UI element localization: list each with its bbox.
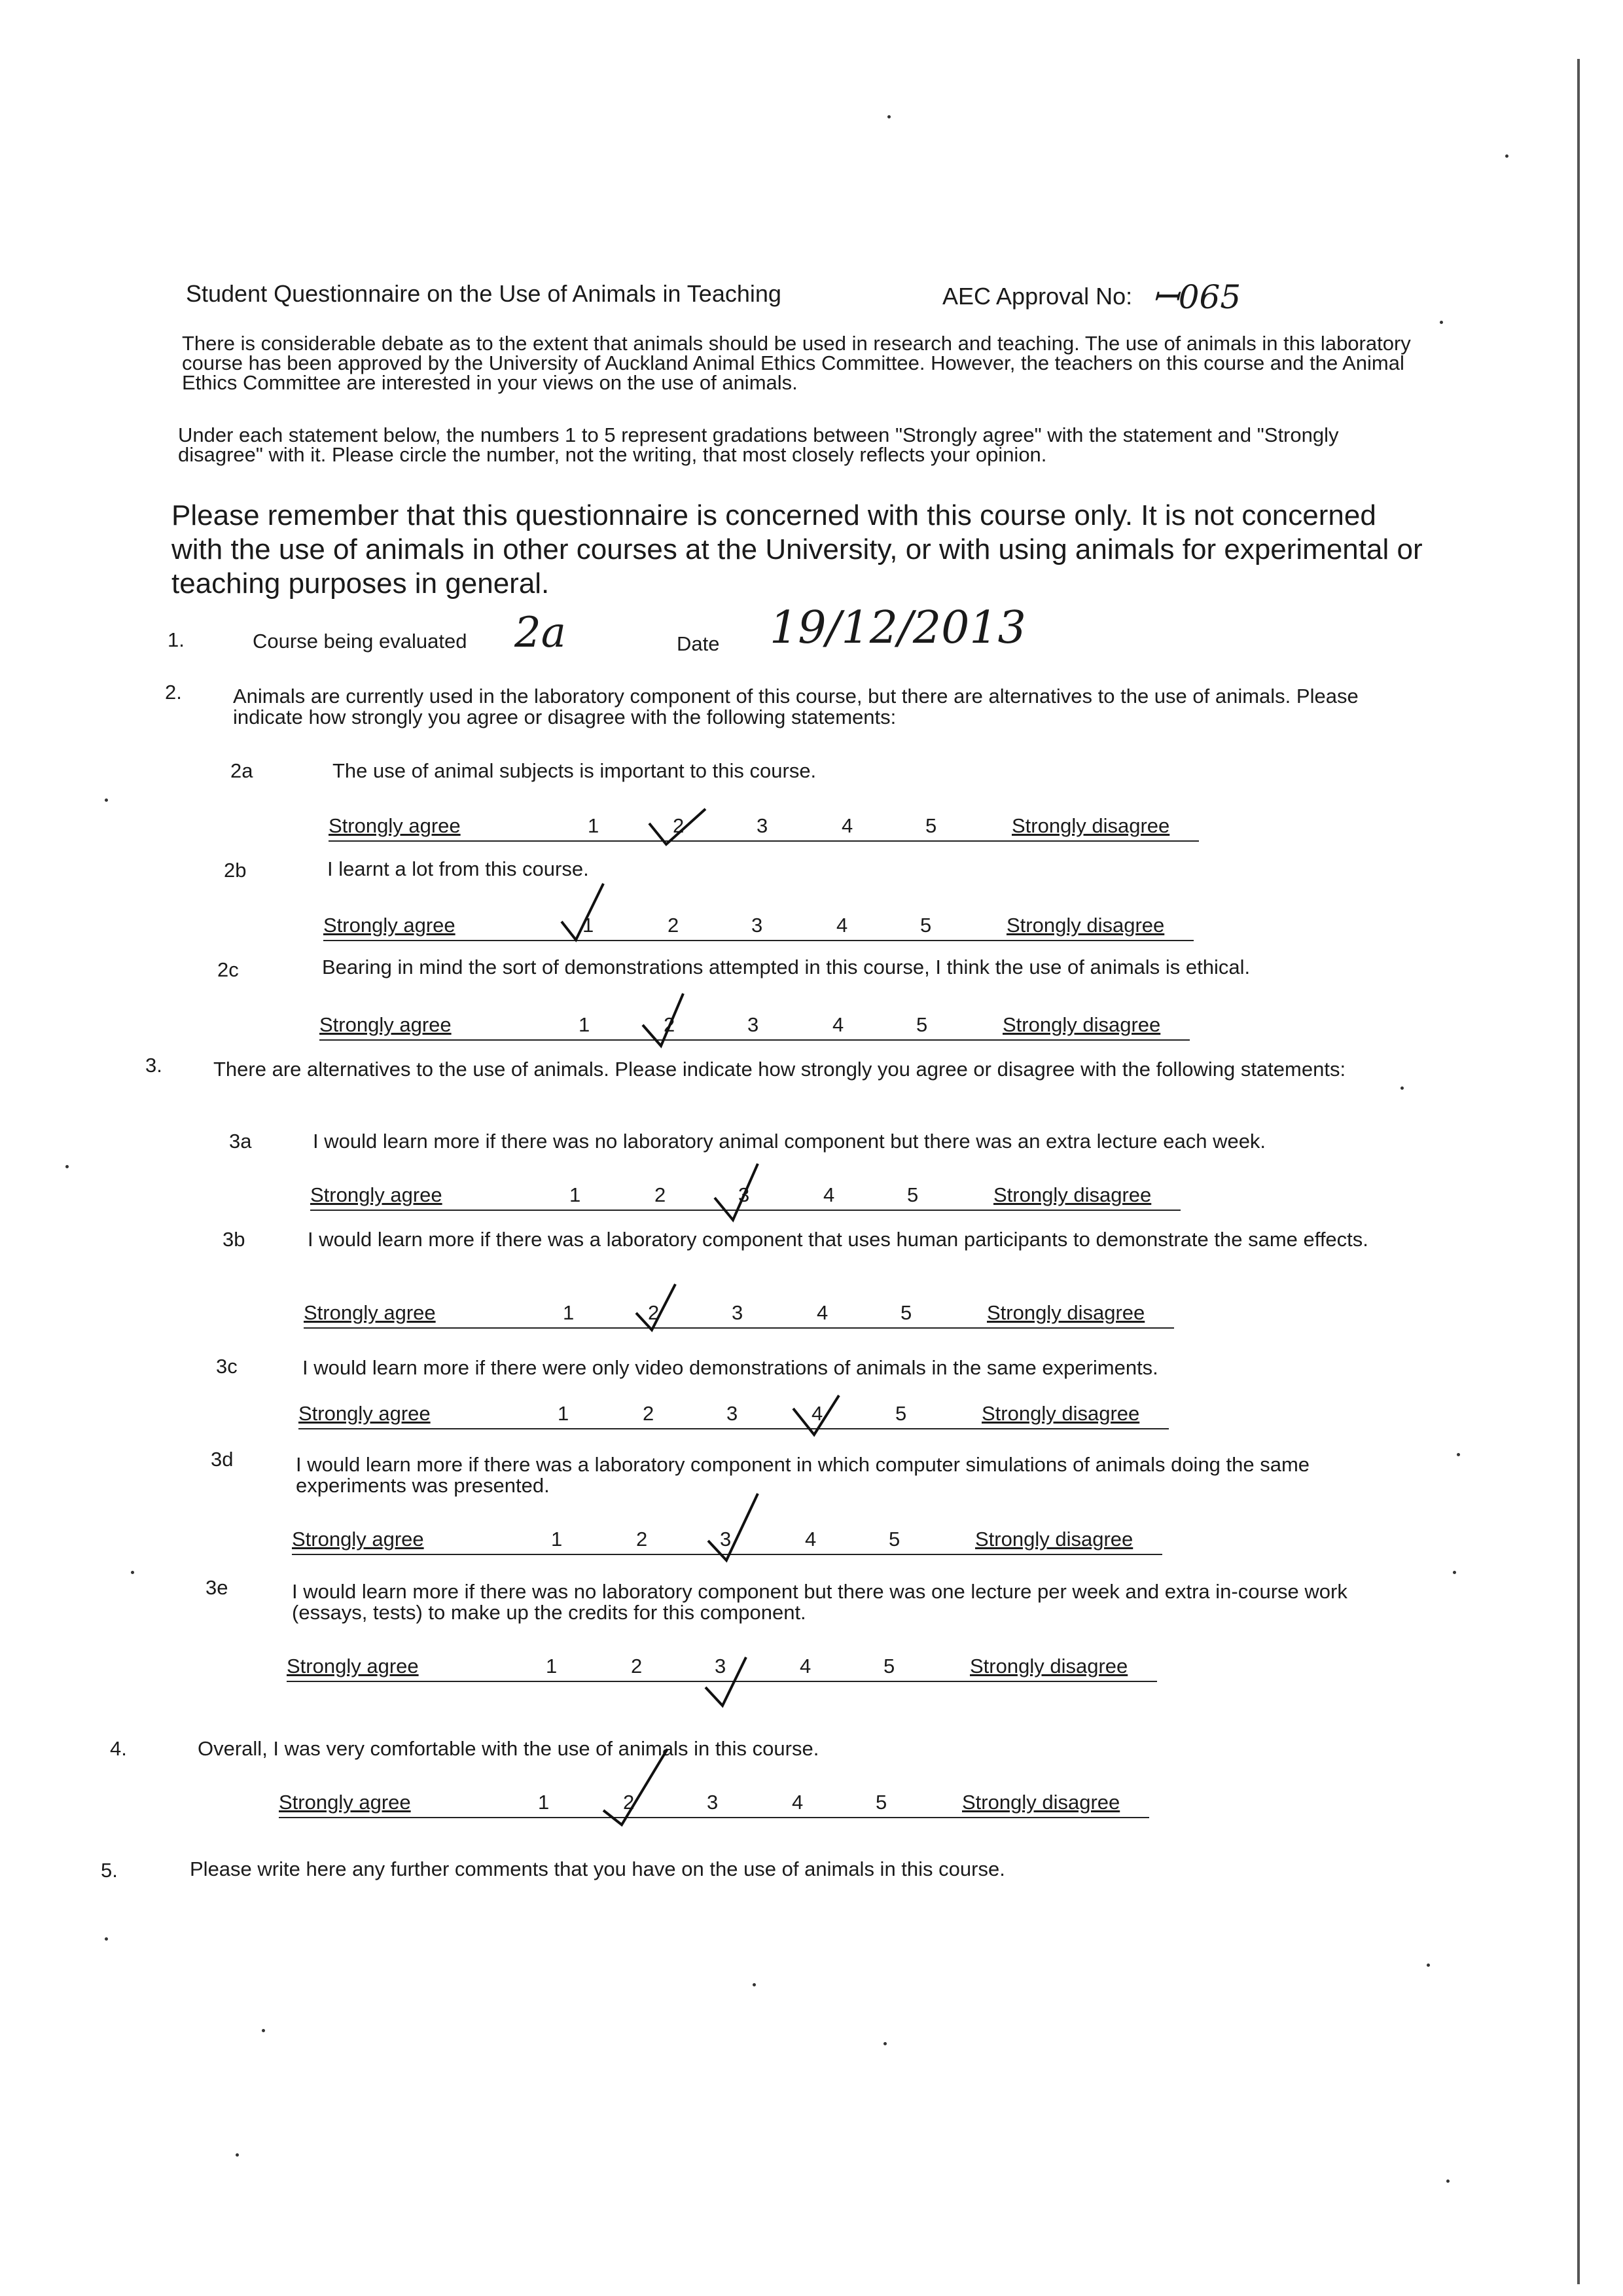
- scale-point-3[interactable]: 3: [707, 1791, 719, 1814]
- scale-left-label: Strongly agree: [304, 1301, 436, 1324]
- item-2b-check-mark: [560, 882, 626, 948]
- scan-speck: [1400, 1086, 1404, 1090]
- scale-point-3[interactable]: 3: [757, 814, 768, 837]
- scale-point-2[interactable]: 2: [631, 1655, 643, 1677]
- scale-point-1[interactable]: 1: [546, 1655, 558, 1677]
- item-3b-id: 3b: [223, 1228, 245, 1251]
- scale-point-5[interactable]: 5: [916, 1013, 928, 1036]
- scale-point-3[interactable]: 3: [732, 1301, 743, 1324]
- scale-point-4[interactable]: 4: [792, 1791, 804, 1814]
- item-2c-id: 2c: [217, 958, 239, 981]
- scale-right-label: Strongly disagree: [1003, 1013, 1161, 1036]
- instructions-paragraph: Under each statement below, the numbers 1 to 5 represent gradations between "Strongly agree" with the statement and "Strongly disagree" with it. Please circle the number, not the writing, that most closely reflects your opinion.: [178, 423, 1339, 466]
- scale-point-2[interactable]: 2: [636, 1528, 648, 1551]
- scale-point-5[interactable]: 5: [925, 814, 937, 837]
- item-3a-check-mark: [713, 1161, 779, 1227]
- scale-point-1[interactable]: 1: [558, 1402, 569, 1425]
- scale-point-4[interactable]: 4: [800, 1655, 812, 1677]
- scale-point-5[interactable]: 5: [889, 1528, 901, 1551]
- scale-point-3[interactable]: 3: [715, 1655, 726, 1677]
- scale-point-4[interactable]: 4: [812, 1402, 823, 1425]
- item-2a-id: 2a: [230, 759, 253, 782]
- scale-right-label: Strongly disagree: [970, 1655, 1128, 1677]
- item-3c-text: I would learn more if there were only video demonstrations of animals in the same experiments.: [302, 1356, 1158, 1379]
- scan-speck: [1457, 1453, 1460, 1456]
- question-3-text: There are alternatives to the use of animals. Please indicate how strongly you agree or disagree with the following statements:: [213, 1058, 1346, 1081]
- item-2c-check-mark: [641, 991, 700, 1056]
- scale-left-label: Strongly agree: [323, 914, 455, 937]
- item-3b-scale: [304, 1296, 1174, 1329]
- item-3b-check-mark: [635, 1283, 694, 1342]
- scale-left-label: Strongly agree: [329, 814, 461, 837]
- scan-speck: [131, 1571, 134, 1574]
- scale-point-5[interactable]: 5: [883, 1655, 895, 1677]
- scale-point-1[interactable]: 1: [551, 1528, 563, 1551]
- scan-speck: [883, 2042, 887, 2045]
- scale-point-1[interactable]: 1: [582, 914, 594, 937]
- scale-point-5[interactable]: 5: [920, 914, 932, 937]
- scale-point-1[interactable]: 1: [569, 1183, 581, 1206]
- scale-point-2[interactable]: 2: [648, 1301, 660, 1324]
- scale-point-2[interactable]: 2: [668, 914, 679, 937]
- scale-point-5[interactable]: 5: [907, 1183, 919, 1206]
- item-3c-scale: [298, 1397, 1169, 1429]
- item-3e-text: I would learn more if there was no laboratory component but there was one lecture per week and extra in-course work (essays, tests) to make up the credits for this component.: [292, 1580, 1347, 1624]
- scan-speck: [1440, 321, 1443, 324]
- question-4-text: Overall, I was very comfortable with the use of animals in this course.: [198, 1737, 819, 1760]
- item-3a-text: I would learn more if there was no laboratory animal component but there was an extra lecture each week.: [313, 1130, 1266, 1153]
- scan-speck: [887, 115, 891, 118]
- intro-paragraph: There is considerable debate as to the extent that animals should be used in research and teaching. The use of animals in this laboratory course has been approved by the University of Auckland Animal Ethics Committee. However, the teachers on this course and the Animal Ethics Committee are interested in your views on the use of animals.: [182, 332, 1411, 394]
- aec-approval-label: AEC Approval No:: [942, 283, 1133, 310]
- item-2b-scale: [323, 908, 1194, 941]
- scan-speck: [105, 798, 108, 802]
- scale-point-5[interactable]: 5: [901, 1301, 912, 1324]
- aec-approval-number: ꟷ065: [1152, 278, 1241, 316]
- scan-speck: [105, 1937, 108, 1941]
- scale-right-label: Strongly disagree: [962, 1791, 1120, 1814]
- scale-left-label: Strongly agree: [298, 1402, 431, 1425]
- scale-point-1[interactable]: 1: [579, 1013, 590, 1036]
- scale-point-4[interactable]: 4: [842, 814, 853, 837]
- item-3c-id: 3c: [216, 1355, 238, 1378]
- scale-left-label: Strongly agree: [310, 1183, 442, 1206]
- item-3e-id: 3e: [205, 1576, 228, 1599]
- scale-point-2[interactable]: 2: [654, 1183, 666, 1206]
- scale-right-label: Strongly disagree: [975, 1528, 1133, 1551]
- question-2-text: Animals are currently used in the laboratory component of this course, but there are alternatives to the use of animals. Please indicate how strongly you agree or disagree with the following statements:: [233, 685, 1359, 728]
- scan-speck: [753, 1983, 756, 1986]
- item-3c-check-mark: [792, 1394, 857, 1446]
- scale-right-label: Strongly disagree: [1007, 914, 1165, 937]
- questionnaire-title: Student Questionnaire on the Use of Animals in Teaching: [186, 280, 781, 307]
- scale-point-3[interactable]: 3: [726, 1402, 738, 1425]
- scale-point-3[interactable]: 3: [738, 1183, 750, 1206]
- item-4-check-mark: [602, 1748, 681, 1833]
- item-3b-text: I would learn more if there was a laboratory component that uses human participants to demonstrate the same effects.: [308, 1228, 1368, 1251]
- scale-left-label: Strongly agree: [292, 1528, 424, 1551]
- page-scan-edge: [1577, 59, 1580, 2284]
- scale-point-5[interactable]: 5: [895, 1402, 907, 1425]
- scale-point-4[interactable]: 4: [832, 1013, 844, 1036]
- scale-point-2[interactable]: 2: [643, 1402, 654, 1425]
- scale-point-3[interactable]: 3: [720, 1528, 732, 1551]
- scan-speck: [1453, 1571, 1456, 1574]
- scale-point-4[interactable]: 4: [836, 914, 848, 937]
- item-2a-check-mark: [648, 804, 726, 856]
- scale-right-label: Strongly disagree: [993, 1183, 1152, 1206]
- item-2b-text: I learnt a lot from this course.: [327, 857, 589, 880]
- scale-point-3[interactable]: 3: [747, 1013, 759, 1036]
- scan-speck: [1427, 1964, 1430, 1967]
- scale-left-label: Strongly agree: [287, 1655, 419, 1677]
- scale-right-label: Strongly disagree: [982, 1402, 1140, 1425]
- question-2-number: 2.: [165, 681, 182, 704]
- scale-point-1[interactable]: 1: [588, 814, 599, 837]
- item-3d-text: I would learn more if there was a laboratory component in which computer simulations of animals doing the same experiments was presented.: [296, 1453, 1310, 1497]
- item-4-scale: [279, 1785, 1149, 1818]
- scale-point-4[interactable]: 4: [823, 1183, 835, 1206]
- course-value[interactable]: 2a: [514, 609, 566, 657]
- scale-point-2[interactable]: 2: [623, 1791, 635, 1814]
- course-label: Course being evaluated: [253, 630, 467, 653]
- scale-point-1[interactable]: 1: [563, 1301, 575, 1324]
- scan-speck: [262, 2029, 265, 2032]
- scale-point-4[interactable]: 4: [805, 1528, 817, 1551]
- question-5-number: 5.: [101, 1859, 118, 1882]
- item-3d-check-mark: [707, 1492, 772, 1571]
- scan-speck: [236, 2153, 239, 2157]
- scale-right-label: Strongly disagree: [1012, 814, 1170, 837]
- scan-speck: [65, 1165, 69, 1168]
- scale-left-label: Strongly agree: [319, 1013, 452, 1036]
- item-2c-scale: [319, 1008, 1190, 1041]
- date-label: Date: [677, 632, 720, 655]
- scale-point-1[interactable]: 1: [538, 1791, 550, 1814]
- item-2a-text: The use of animal subjects is important to this course.: [332, 759, 817, 782]
- question-5-text: Please write here any further comments that you have on the use of animals in this course.: [190, 1857, 1005, 1880]
- scan-speck: [1446, 2179, 1450, 2183]
- course-only-notice: Please remember that this questionnaire is concerned with this course only. It is not concerned with the use of animals in other courses at the University, or with using animals for experimental or teaching purposes in general.: [171, 499, 1423, 600]
- item-3a-id: 3a: [229, 1130, 252, 1153]
- item-3d-id: 3d: [211, 1448, 234, 1471]
- item-2b-id: 2b: [224, 859, 247, 882]
- scan-speck: [1505, 154, 1508, 158]
- scale-left-label: Strongly agree: [279, 1791, 411, 1814]
- scale-right-label: Strongly disagree: [987, 1301, 1145, 1324]
- scale-point-5[interactable]: 5: [876, 1791, 887, 1814]
- question-4-number: 4.: [110, 1737, 127, 1760]
- scale-point-3[interactable]: 3: [751, 914, 763, 937]
- item-2c-text: Bearing in mind the sort of demonstrations attempted in this course, I think the use of animals is ethical.: [322, 956, 1251, 978]
- scale-point-2[interactable]: 2: [673, 814, 685, 837]
- item-3e-check-mark: [704, 1656, 763, 1715]
- question-3-number: 3.: [145, 1054, 162, 1077]
- date-value[interactable]: 19/12/2013: [770, 602, 1026, 654]
- scale-point-4[interactable]: 4: [817, 1301, 829, 1324]
- item-2a-scale: [329, 809, 1199, 842]
- scale-point-2[interactable]: 2: [664, 1013, 675, 1036]
- question-1-number: 1.: [168, 628, 185, 651]
